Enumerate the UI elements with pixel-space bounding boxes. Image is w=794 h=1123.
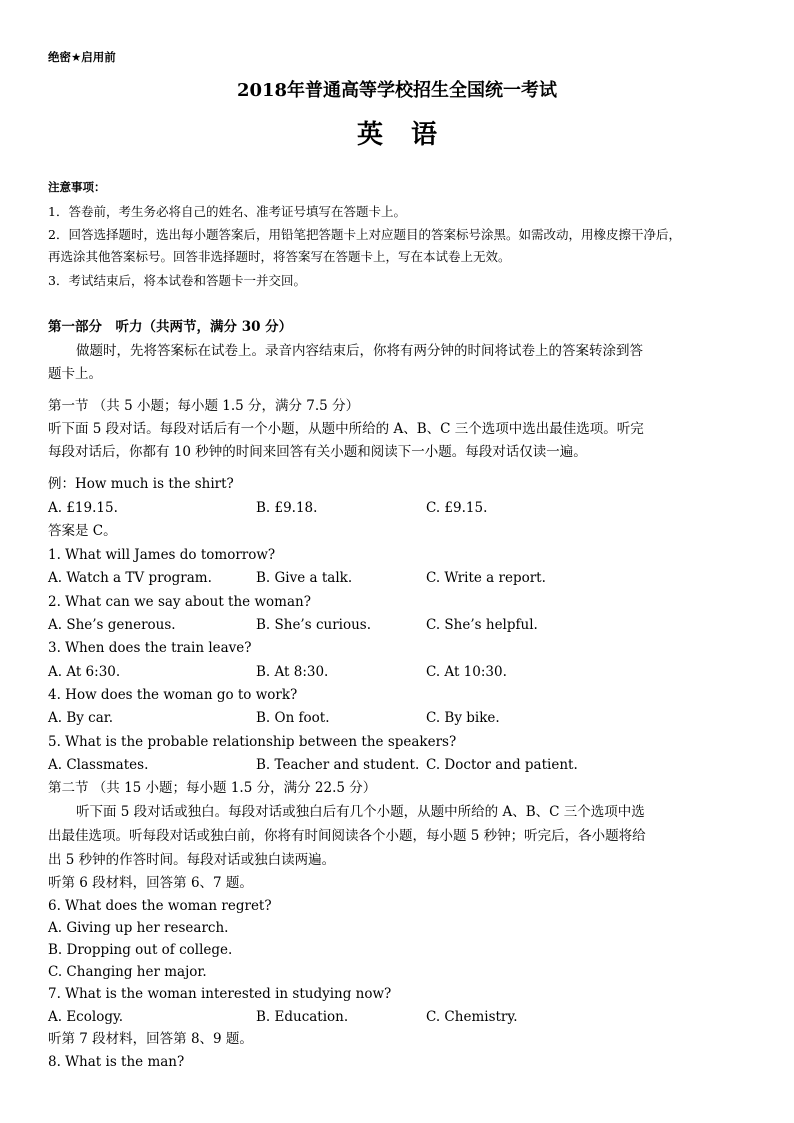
question-8: 8. What is the man? (48, 1054, 185, 1070)
q4-option-a: A. By car. (48, 710, 114, 726)
q2-option-b: B. She’s curious. (256, 617, 372, 633)
note-item-1: 1．答卷前，考生务必将自己的姓名、准考证号填写在答题卡上。 (48, 204, 406, 219)
section2-heading: 第二节 （共 15 小题；每小题 1.5 分，满分 22.5 分） (48, 780, 377, 796)
q2-option-a: A. She’s generous. (48, 617, 176, 633)
section2-instruction-2: 出最佳选项。听每段对话或独白前，你将有时间阅读各个小题，每小题 5 秒钟；听完后，各小题将给 (48, 828, 646, 844)
notes-heading: 注意事项： (48, 180, 106, 194)
example-question: 例：How much is the shirt? (48, 476, 234, 492)
material-6-heading: 听第 6 段材料，回答第 6、7 题。 (48, 875, 253, 891)
section2-instruction-3: 出 5 秒钟的作答时间。每段对话或独白读两遍。 (48, 852, 336, 868)
part1-instruction-1: 做题时，先将答案标在试卷上。录音内容结束后，你将有两分钟的时间将试卷上的答案转涂到答 (76, 343, 643, 359)
q7-option-b: B. Education. (256, 1009, 349, 1025)
section1-instruction-1: 听下面 5 段对话。每段对话后有一个小题，从题中所给的 A、B、C 三个选项中选出最佳选项。听完 (48, 421, 644, 437)
example-option-a: A. £19.15. (48, 500, 118, 516)
note-item-3: 3．考试结束后，将本试卷和答题卡一并交回。 (48, 273, 306, 288)
q3-option-b: B. At 8:30. (256, 664, 329, 680)
q4-option-c: C. By bike. (426, 710, 500, 726)
q6-option-c: C. Changing her major. (48, 964, 207, 980)
question-5: 5. What is the probable relationship between the speakers? (48, 734, 457, 750)
q1-option-c: C. Write a report. (426, 570, 546, 586)
question-2: 2. What can we say about the woman? (48, 594, 311, 610)
section2-instruction-1: 听下面 5 段对话或独白。每段对话或独白后有几个小题，从题中所给的 A、B、C 三个选项中选 (76, 804, 645, 820)
q7-option-a: A. Ecology. (48, 1009, 124, 1025)
q5-option-b: B. Teacher and student. (256, 757, 420, 773)
q4-option-b: B. On foot. (256, 710, 330, 726)
q7-option-c: C. Chemistry. (426, 1009, 518, 1025)
q5-option-c: C. Doctor and patient. (426, 757, 578, 773)
question-3: 3. When does the train leave? (48, 640, 252, 656)
q6-option-a: A. Giving up her research. (48, 920, 229, 936)
q1-option-a: A. Watch a TV program. (48, 570, 212, 586)
example-option-c: C. £9.15. (426, 500, 488, 516)
example-answer: 答案是 C。 (48, 523, 117, 539)
secret-mark: 绝密★启用前 (48, 50, 116, 64)
note-item-2: 2．回答选择题时，选出每小题答案后，用铅笔把答题卡上对应题目的答案标号涂黑。如需改动，用橡皮擦干净后， (48, 227, 681, 242)
material-7-heading: 听第 7 段材料，回答第 8、9 题。 (48, 1031, 253, 1047)
section1-instruction-2: 每段对话后，你都有 10 秒钟的时间来回答有关小题和阅读下一小题。每段对话仅读一遍。 (48, 444, 587, 460)
part1-instruction-2: 题卡上。 (48, 366, 102, 382)
question-4: 4. How does the woman go to work? (48, 687, 298, 703)
question-7: 7. What is the woman interested in studying now? (48, 986, 392, 1002)
q3-option-a: A. At 6:30. (48, 664, 121, 680)
part1-heading: 第一部分 听力（共两节，满分 30 分） (48, 319, 293, 335)
q6-option-b: B. Dropping out of college. (48, 942, 233, 958)
question-1: 1. What will James do tomorrow? (48, 547, 276, 563)
q3-option-c: C. At 10:30. (426, 664, 507, 680)
q5-option-a: A. Classmates. (48, 757, 149, 773)
q2-option-c: C. She’s helpful. (426, 617, 538, 633)
subject-title: 英语 (356, 120, 465, 150)
question-6: 6. What does the woman regret? (48, 898, 272, 914)
note-item-2-cont: 再选涂其他答案标号。回答非选择题时，将答案写在答题卡上，写在本试卷上无效。 (48, 249, 511, 264)
example-option-b: B. £9.18. (256, 500, 318, 516)
exam-title: 2018年普通高等学校招生全国统一考试 (236, 80, 558, 101)
section1-heading: 第一节 （共 5 小题；每小题 1.5 分，满分 7.5 分） (48, 398, 360, 414)
q1-option-b: B. Give a talk. (256, 570, 353, 586)
